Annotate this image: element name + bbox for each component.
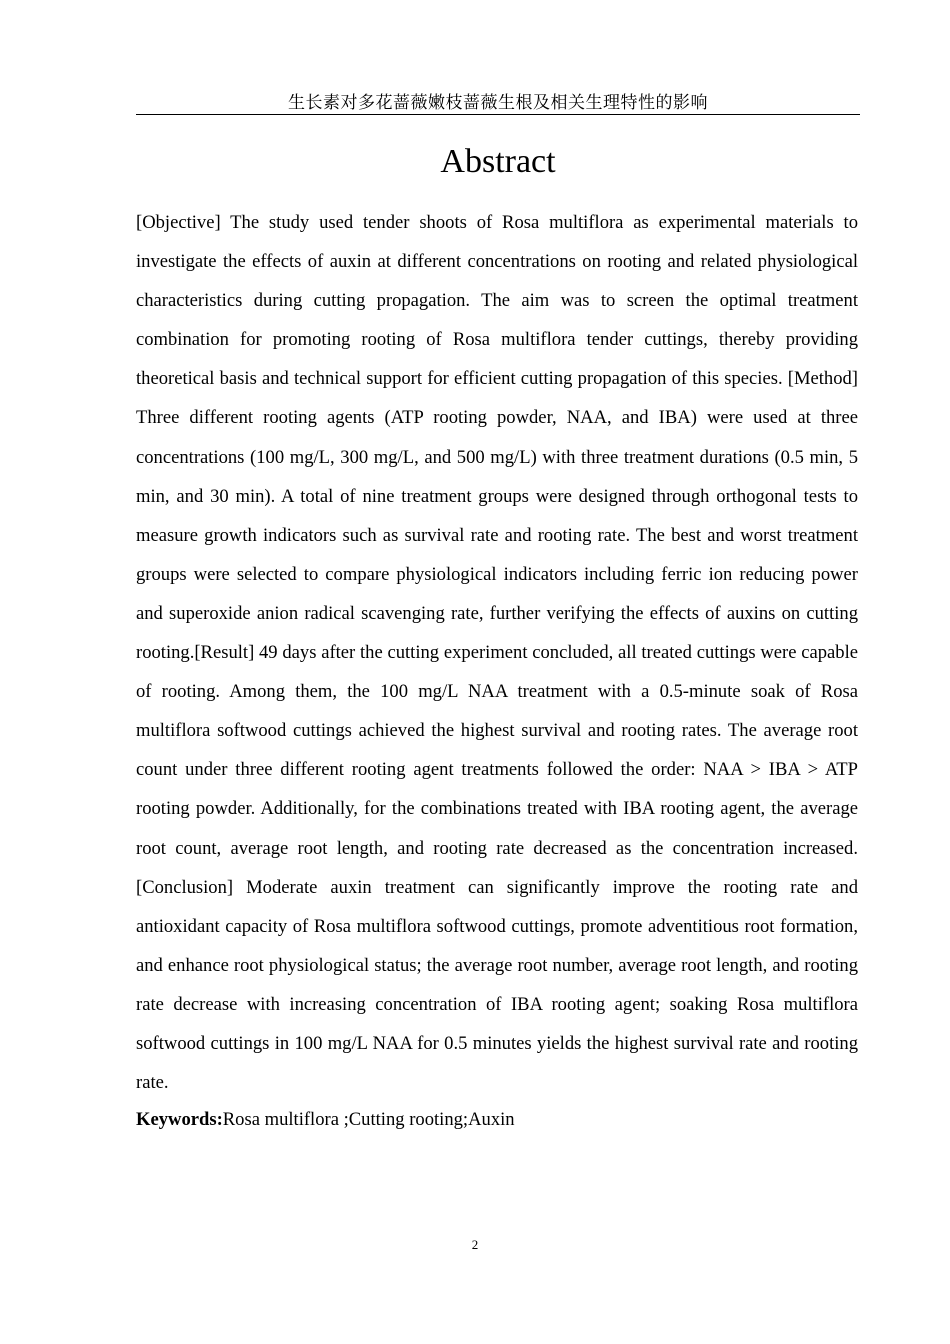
keywords-label: Keywords: <box>136 1109 223 1130</box>
header-rule <box>136 114 860 115</box>
page-number: 2 <box>471 1237 479 1252</box>
keywords-value: Rosa multiflora ;Cutting rooting;Auxin <box>222 1109 515 1130</box>
running-header: 生长素对多花蔷薇嫩枝蔷薇生根及相关生理特性的影响 <box>288 93 708 113</box>
abstract-body: [Objective] The study used tender shoots of Rosa multiflora as experimental materials to investigate the effects of auxin at different concentrations on rooting and related physiological characteristics during cutting propagation. The aim was to screen the optimal treatment combination for promoting rooting of Rosa multiflora tender cuttings, thereby providing theoretical basis and technical support for efficient cutting propagation of this species. [Method] Three different rooting agents (ATP rooting powder, NAA, and IBA) were used at three concentrations (100 mg/L, 300 mg/L, and 500 mg/L) with three treatment durations (0.5 min, 5 min, and 30 min). A total of nine treatment groups were designed through orthogonal tests to measure growth indicators such as survival rate and rooting rate. The best and worst treatment groups were selected to compare physiological indicators including ferric ion reducing power and superoxide anion radical scavenging rate, further verifying the effects of auxins on cutting rooting.[Result] 49 days after the cutting experiment concluded, all treated cuttings were capable of rooting. Among them, the 100 mg/L NAA treatment with a 0.5-minute soak of Rosa multiflora softwood cuttings achieved the highest survival and rooting rates. The average root count under three different rooting agent treatments followed the order: NAA > IBA > ATP rooting powder. Additionally, for the combinations treated with IBA rooting agent, the average root count, average root length, and rooting rate decreased as the concentration increased.[Conclusion] Moderate auxin treatment can significantly improve the rooting rate and antioxidant capacity of Rosa multiflora softwood cuttings, promote adventitious root formation, and enhance root physiological status; the average root number, average root length, and rooting rate decrease with increasing concentration of IBA rooting agent; soaking Rosa multiflora softwood cuttings in 100 mg/L NAA for 0.5 minutes yields the highest survival rate and rooting rate. <box>136 212 858 1094</box>
keywords-line <box>136 1100 858 1139</box>
abstract-title: Abstract <box>440 143 556 180</box>
